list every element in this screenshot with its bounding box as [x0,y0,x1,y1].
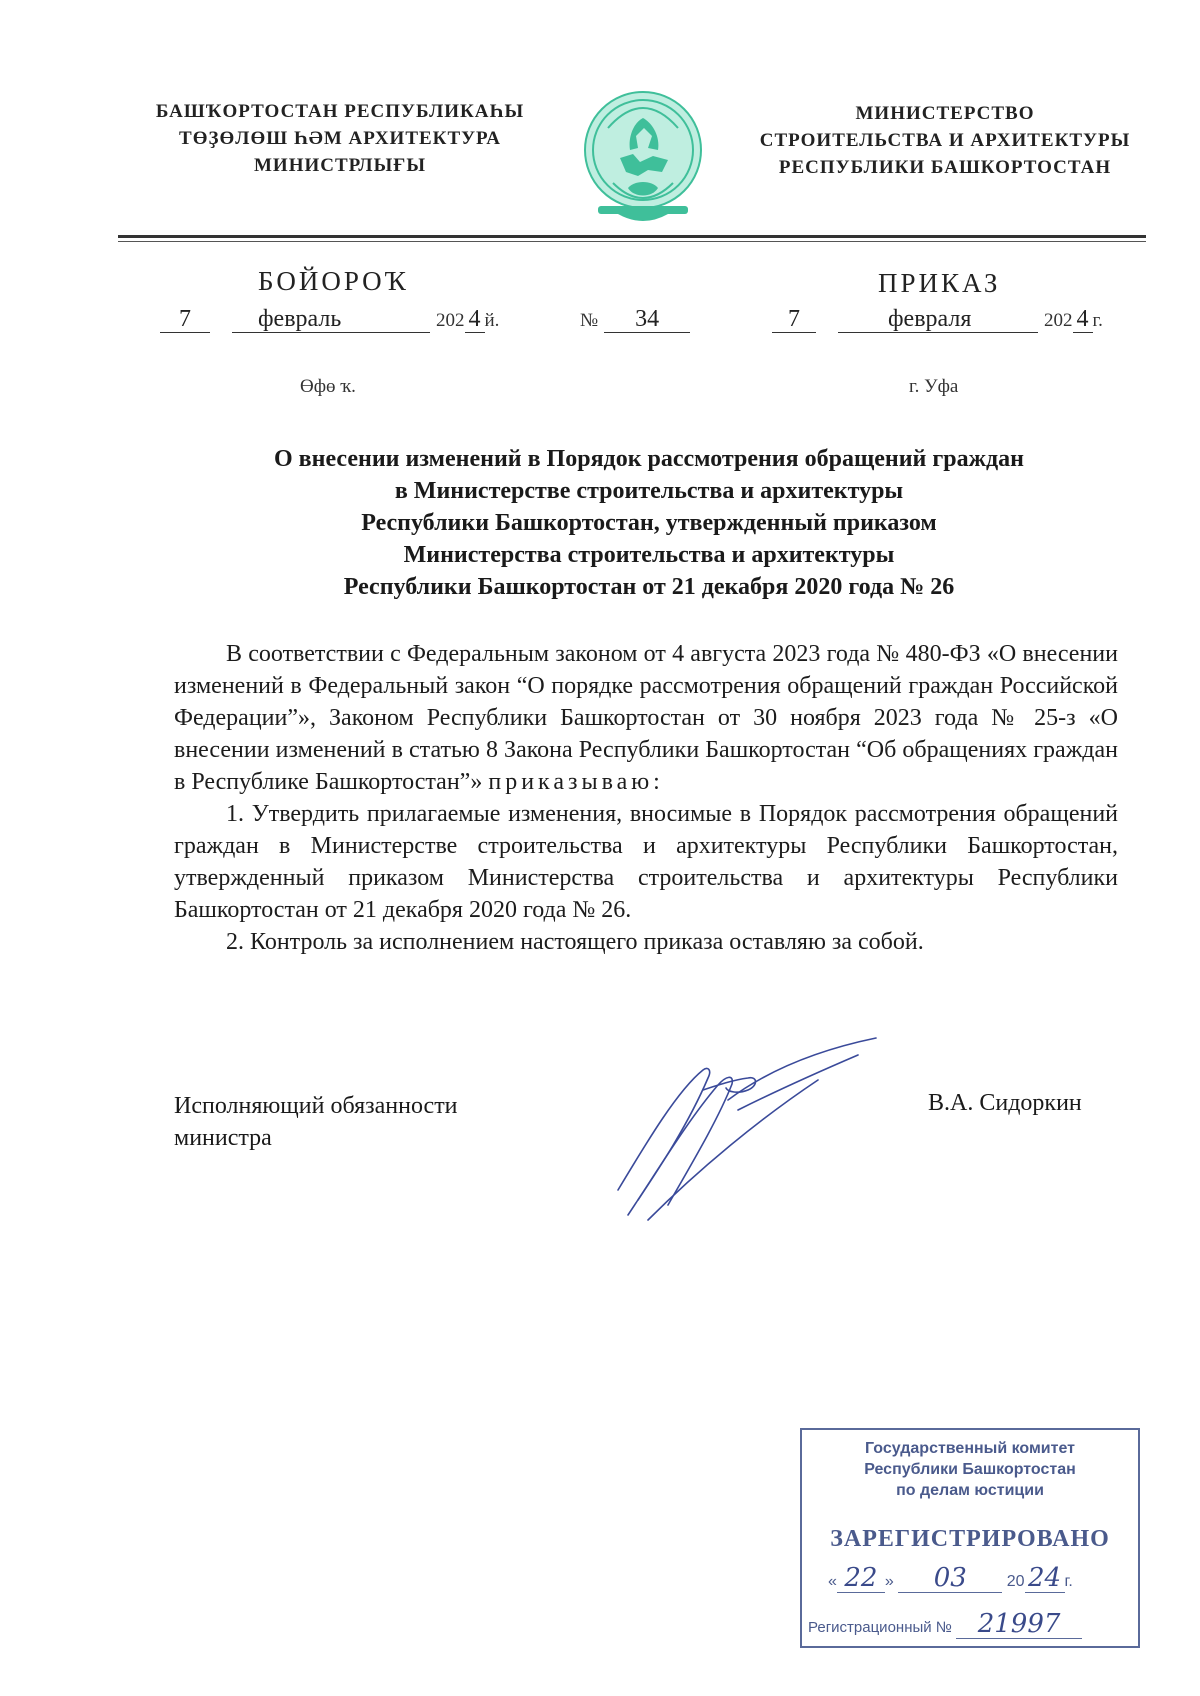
header-left-line-1: БАШҠОРТОСТАН РЕСПУБЛИКАҺЫ [155,101,525,122]
body-paragraph-1-text: В соответствии с Федеральным законом от 4 августа 2023 года № 480-ФЗ «О внесении изменений в Федеральный закон “О порядке рассмотрения обращений граждан Российской Федерации”», Законом Республики Башкортостан от 30 ноября 2023 года № 25-з «О внесении изменений в статью 8 Закона Республики Башкортостан “Об обращениях граждан в Республике Башкортостан”» [174,641,1118,795]
header-right-block [735,100,1155,181]
title-line-3: Республики Башкортостан, утвержденный приказом [361,510,937,536]
stamp-reg-label: Регистрационный № [808,1619,952,1636]
body-paragraph-1-order-word: приказываю: [488,769,664,795]
stamp-org-line-2: Республики Башкортостан [864,1461,1076,1478]
order-date-right [772,306,1103,333]
stamp-org-line-3: по делам юстиции [896,1482,1044,1499]
body-paragraph-3: 2. Контроль за исполнением настоящего приказа оставляю за собой. [226,929,924,955]
title-line-5: Республики Башкортостан от 21 декабря 2020 года № 26 [343,574,955,600]
header-right-line-2: СТРОИТЕЛЬСТВА И АРХИТЕКТУРЫ [759,130,1131,151]
stamp-year-suffix: г. [1064,1573,1073,1590]
signatory-position-line-2: министра [174,1125,272,1151]
order-word-bashkir: БОЙОРОҠ [258,266,409,296]
document-body [174,638,1118,958]
stamp-date [828,1564,1073,1593]
order-date-left [160,306,499,333]
body-paragraph-1 [174,638,1118,798]
city-bashkir: Өфө ҡ. [300,376,356,397]
stamp-date-open-quote: « [828,1573,837,1590]
title-line-4: Министерства строительства и архитектуры [403,542,895,568]
title-line-2: в Министерстве строительства и архитектуры [394,478,904,504]
header-left-line-3: МИНИСТРЛЫҒЫ [254,155,426,176]
order-left-year-suffix: й. [484,310,500,331]
handwritten-signature [608,1030,908,1230]
order-number: 34 [604,306,690,333]
signatory-position [174,1090,458,1154]
order-right-year-digit: 4 [1073,306,1093,333]
order-left-month: февраль [232,306,430,333]
order-number-block [580,306,690,333]
order-right-year-suffix: г. [1092,310,1103,331]
signatory-name: В.А. Сидоркин [928,1090,1082,1116]
signatory-position-line-1: Исполняющий обязанности [174,1093,458,1119]
document-title [120,443,1178,603]
stamp-date-close-quote: » [884,1573,894,1590]
body-paragraph-2: 1. Утвердить прилагаемые изменения, вносимые в Порядок рассмотрения обращений граждан в Министерстве строительства и архитектуры Республики Башкортостан, утвержденный приказом Министерства строительства и архитектуры Республики Башкортостан от 21 декабря 2020 года № 26. [174,801,1118,923]
registration-stamp [800,1428,1140,1648]
header-right-line-3: РЕСПУБЛИКИ БАШКОРТОСТАН [778,157,1112,178]
stamp-status: ЗАРЕГИСТРИРОВАНО [830,1526,1110,1552]
order-number-label: № [580,310,599,331]
header-rule-thick [118,235,1146,238]
stamp-year-prefix: 20 [1006,1573,1025,1590]
order-right-year-prefix: 202 [1044,310,1073,331]
order-left-year-digit: 4 [465,306,485,333]
stamp-reg-number: 21997 [956,1610,1082,1639]
header-rule-thin [118,241,1146,242]
stamp-year: 24 [1025,1564,1065,1593]
order-left-day: 7 [160,306,210,333]
city-russian: г. Уфа [909,376,959,397]
header-right-line-1: МИНИСТЕРСТВО [855,103,1035,124]
stamp-organization [802,1438,1138,1501]
stamp-org-line-1: Государственный комитет [865,1440,1075,1457]
bashkortostan-emblem-icon [578,88,708,228]
header-left-line-2: ТӨҘӨЛӨШ ҺӘМ АРХИТЕКТУРА [179,128,501,149]
stamp-registration-number [808,1610,1082,1639]
order-right-month: февраля [838,306,1038,333]
stamp-month: 03 [898,1564,1002,1593]
order-right-day: 7 [772,306,816,333]
title-line-1: О внесении изменений в Порядок рассмотрения обращений граждан [274,446,1024,472]
stamp-day: 22 [837,1564,885,1593]
header-left-block [130,98,550,179]
order-word-russian: ПРИКАЗ [878,268,1001,298]
order-left-year-prefix: 202 [436,310,465,331]
